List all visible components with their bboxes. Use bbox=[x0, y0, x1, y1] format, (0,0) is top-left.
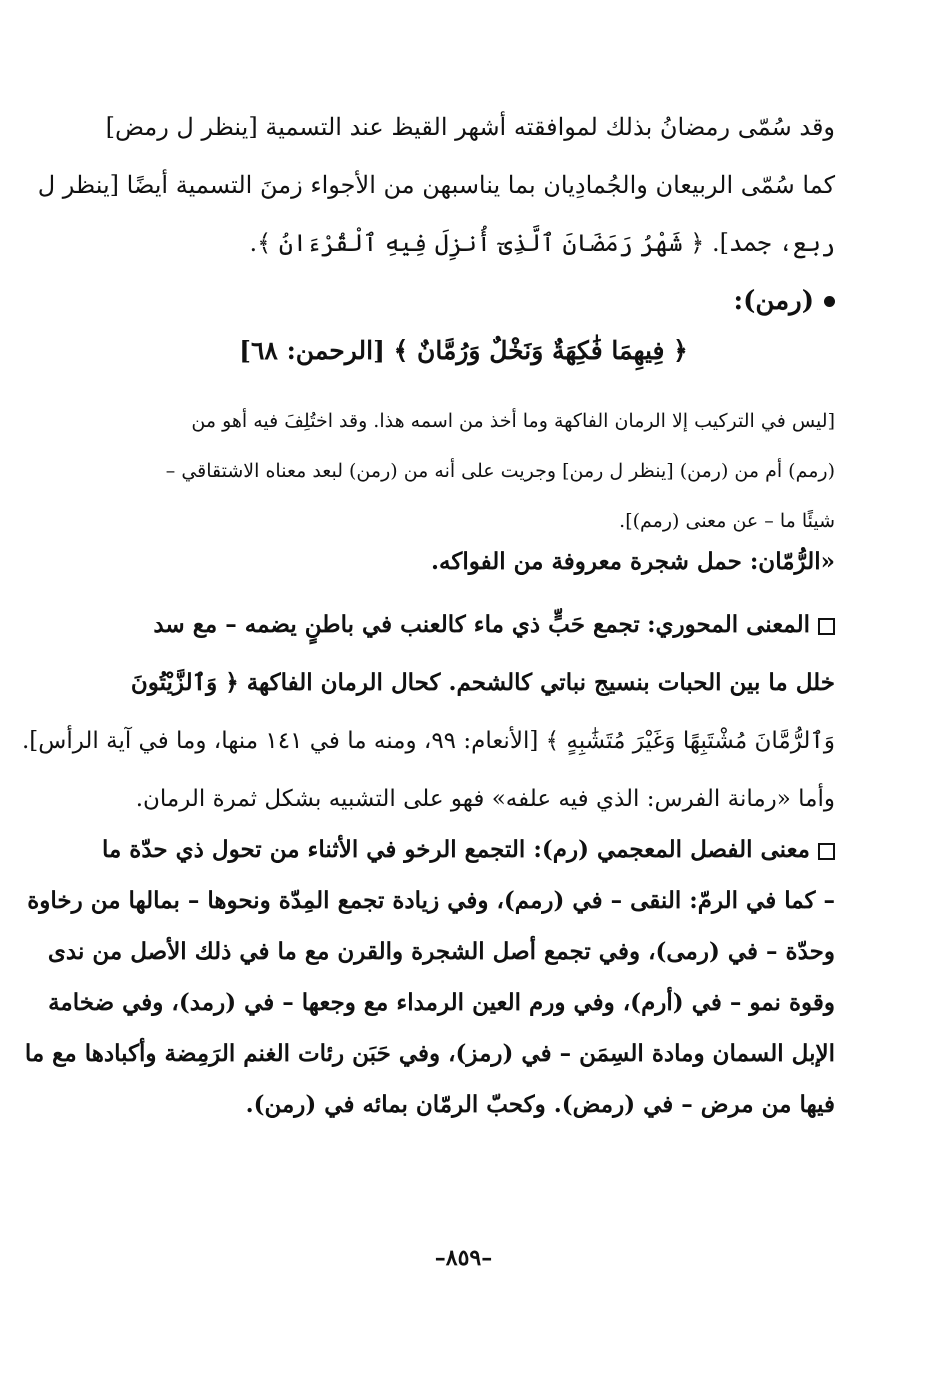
page-number: –٨٥٩– bbox=[434, 1245, 493, 1271]
text-line: وأما «رمانة الفرس: الذي فيه علفه» فهو على التشبيه بشكل ثمرة الرمان. bbox=[135, 786, 835, 812]
text-line: وقوة نمو – في (أرم)، وفي ورم العين الرمداء مع وجعها – في (رمد)، وفي ضخامة bbox=[48, 989, 835, 1016]
text-fragment: تجمع حَبٍّ ذي ماء كالعنب في باطنٍ يضمه – مع سد bbox=[153, 611, 640, 638]
text-fragment: التجمع الرخو في الأثناء من تحول ذي حدّة ما bbox=[101, 836, 526, 863]
note-paragraph bbox=[127, 396, 835, 546]
bullet-icon bbox=[824, 296, 835, 307]
lexical-meaning-label: معنى الفصل المعجمي (رم): bbox=[533, 836, 810, 863]
text-line: ربع، جمد]. ﴿ شَهْرُ رَمَضَانَ ٱلَّذِىٓ أُنزِلَ فِيهِ ٱلْقُرْءَانُ ﴾. bbox=[249, 229, 835, 257]
quran-verse: ﴿ فِيهِمَا فَٰكِهَةٌ وَنَخْلٌ وَرُمَّانٌ ﴾ [الرحمن: ٦٨] bbox=[239, 336, 688, 365]
lexical-meaning-paragraph bbox=[24, 824, 835, 1130]
square-bullet-icon bbox=[818, 618, 835, 635]
text-line: خلل ما بين الحبات بنسيج نباتي كالشحم. كحال الرمان الفاكهة ﴿ وَٱلزَّيْتُونَ bbox=[130, 669, 835, 696]
root-heading-label: (رمن): bbox=[733, 286, 814, 316]
root-heading bbox=[734, 286, 835, 316]
text-line: [ليس في التركيب إلا الرمان الفاكهة وما أخذ من اسمه هذا. وقد اختُلِفَ فيه أهو من bbox=[191, 410, 835, 432]
intro-paragraph bbox=[37, 98, 835, 272]
text-line bbox=[127, 596, 835, 654]
text-line: كما سُمّى الربيعان والجُمادِيان بما يناسبهن من الأجواء زمنَ التسمية أيضًا [ينظر ل bbox=[37, 171, 835, 199]
text-line: وحدّة – في (رمى)، وفي تجمع أصل الشجرة والقرن مع ما في ذلك الأصل من ندى bbox=[47, 938, 835, 965]
text-line: وَٱلرُّمَّانَ مُشْتَبِهًا وَغَيْرَ مُتَشَٰبِهٍ ﴾ [الأنعام: ٩٩، ومنه ما في ١٤١ منها، وما في آية الرأس]. bbox=[21, 728, 835, 754]
square-bullet-icon bbox=[818, 843, 835, 860]
text-line: وقد سُمّى رمضانُ بذلك لموافقته أشهر القيظ عند التسمية [ينظر ل رمض] bbox=[105, 113, 835, 141]
text-line: (رمم) أم من (رمن) [ينظر ل رمن] وجريت على أنه من (رمن) لبعد معناه الاشتقاقي – bbox=[165, 460, 835, 482]
text-line: – كما في الرمّ: النقى – في (رمم)، وفي زيادة تجمع المِدّة ونحوها – بمالها من رخاوة bbox=[27, 887, 835, 914]
text-line: شيئًا ما – عن معنى (رمم)]. bbox=[619, 510, 835, 532]
text-line bbox=[101, 824, 835, 875]
definition-line: «الرُّمّان: حمل شجرة معروفة من الفواكه. bbox=[431, 548, 835, 575]
axial-meaning-paragraph bbox=[21, 596, 835, 828]
text-line: فيها من مرض – في (رمض). وكحبّ الرمّان بمائه في (رمن). bbox=[245, 1091, 835, 1118]
text-line: الإبل السمان ومادة السِمَن – في (رمز)، وفي حَبَن رئات الغنم الرَمِضة وأكبادها مع ما bbox=[24, 1040, 835, 1067]
axial-meaning-label: المعنى المحوري: bbox=[647, 611, 810, 638]
